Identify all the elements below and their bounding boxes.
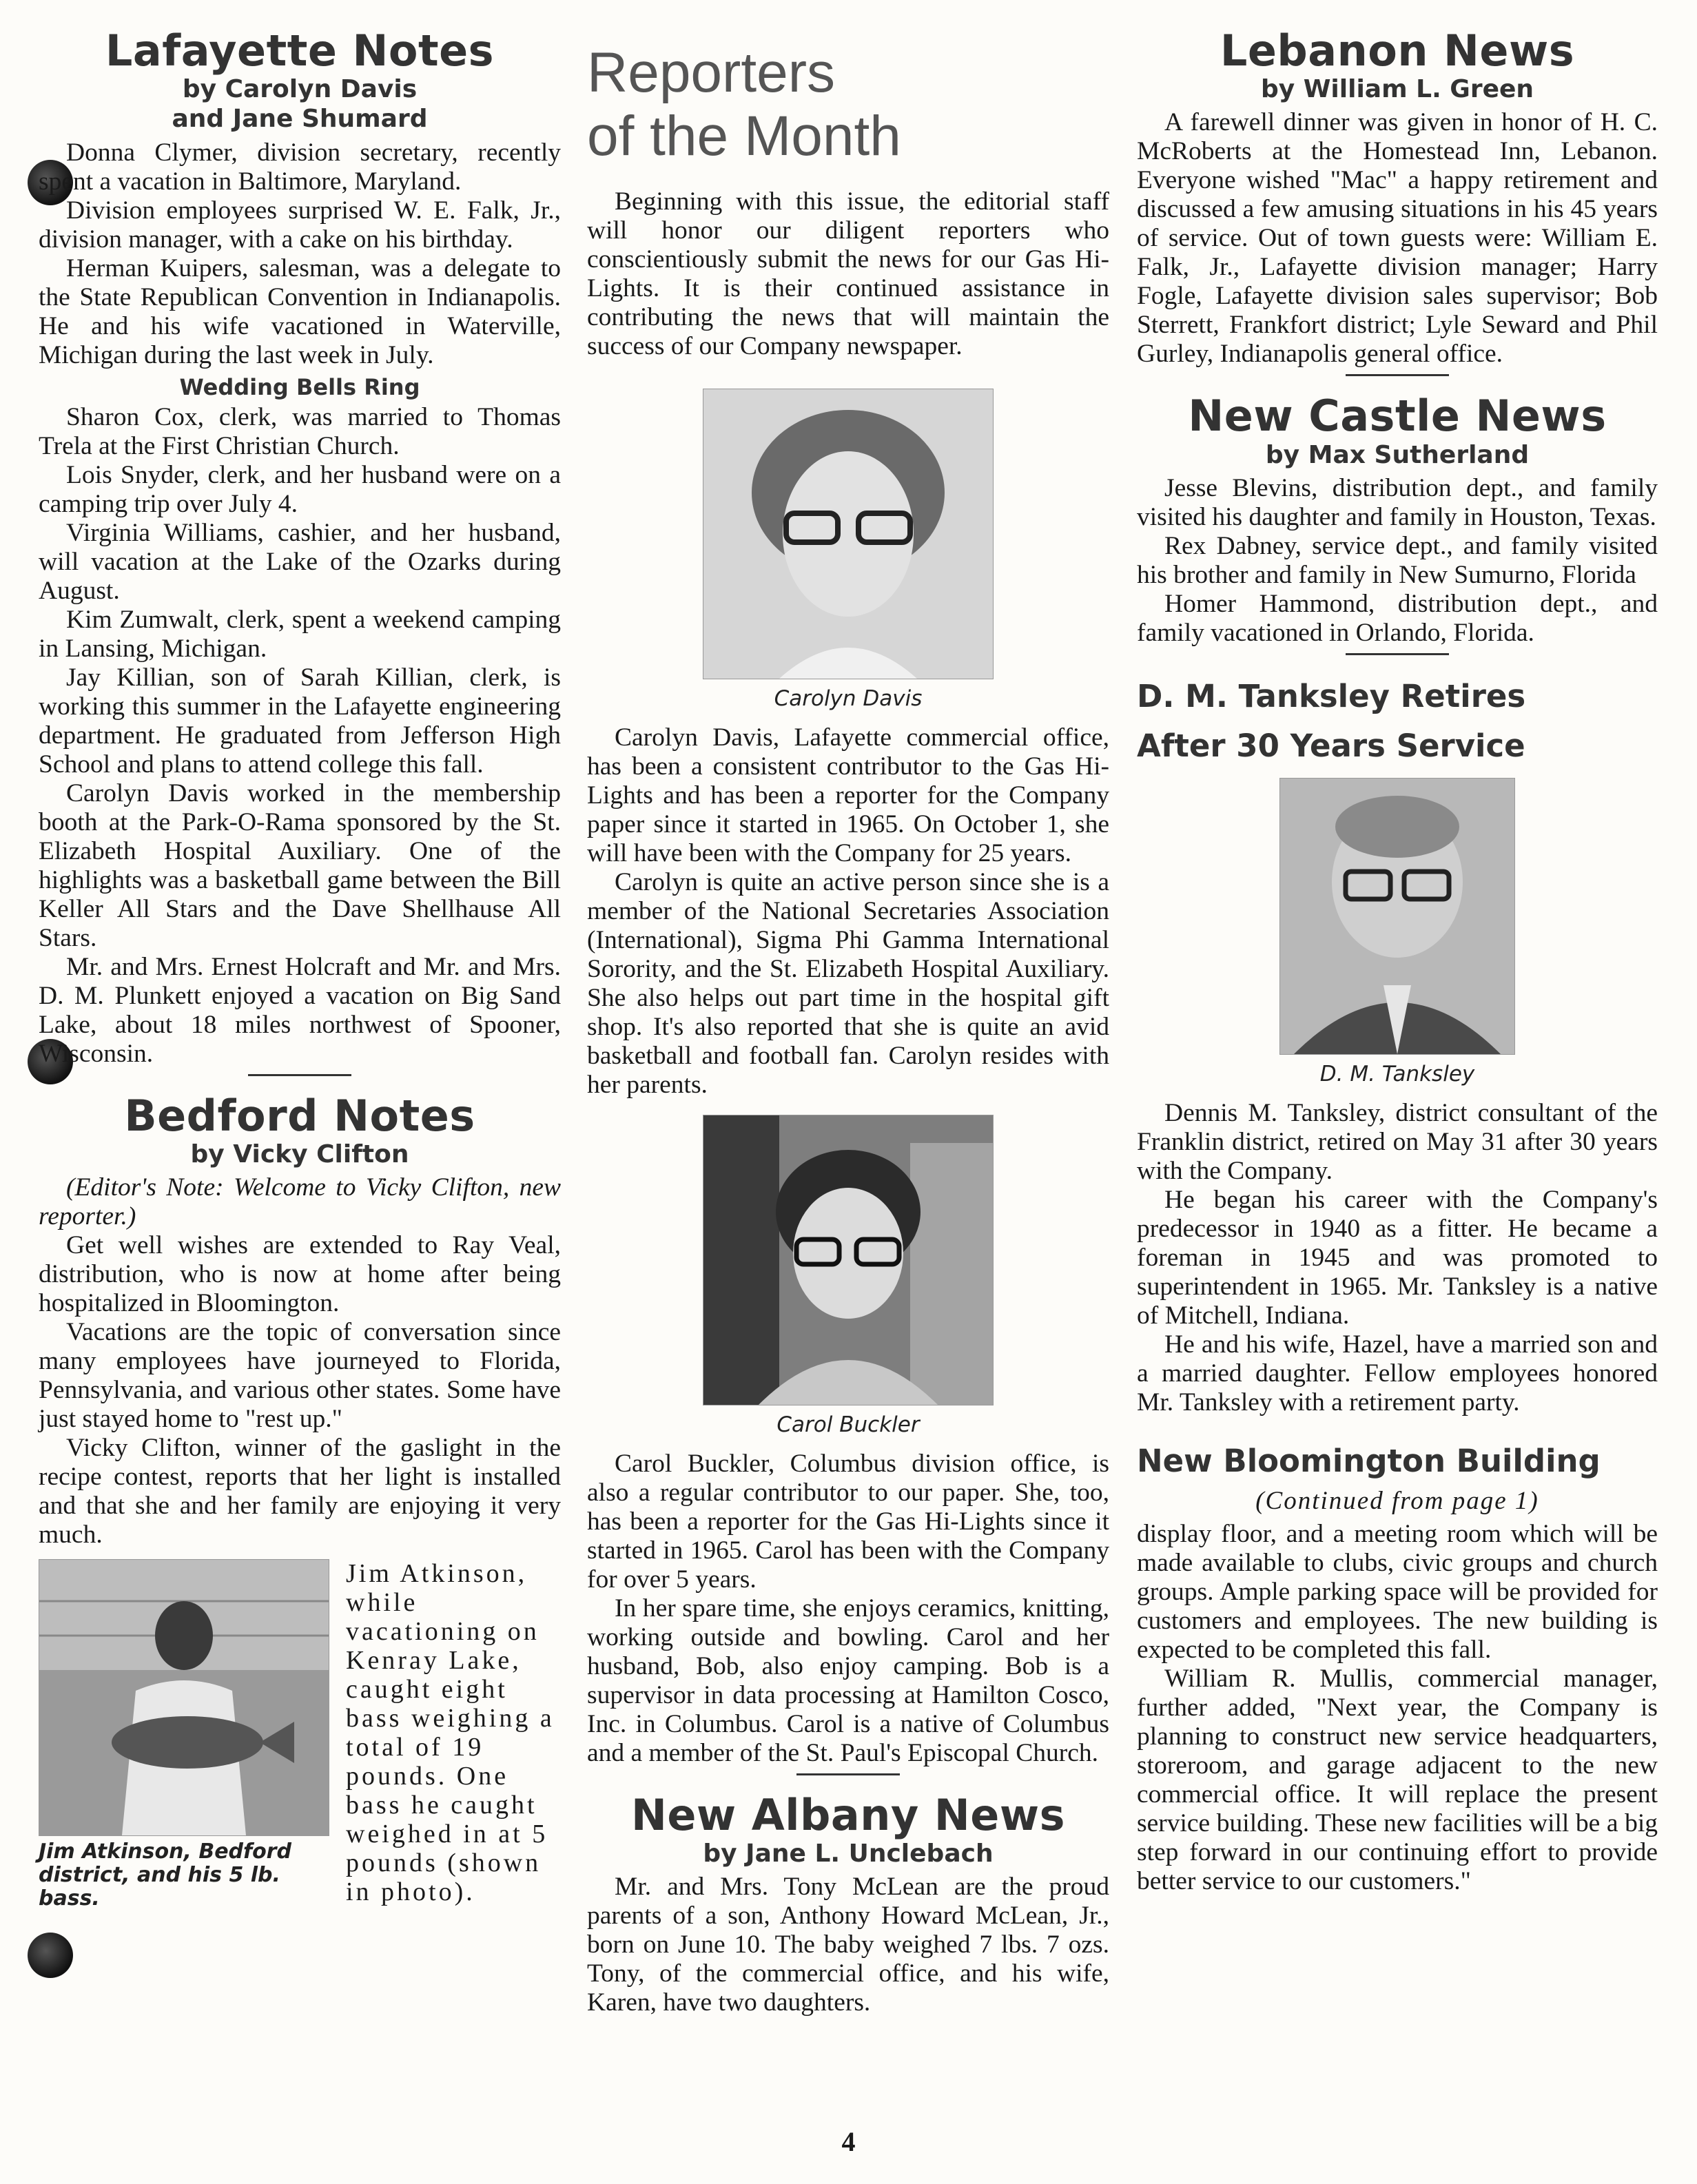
paragraph: William R. Mullis, commercial manager, further added, "Next year, the Company is planning to construct new service headquarters, storeroom, and garage adjacent to the new commercial office. It will replace the present service building. These new facilities will be a big step forward in our continuing effort to provide better service to our customers." [1137, 1664, 1658, 1895]
paragraph: Beginning with this issue, the editorial staff will honor our diligent reporters who conscientiously submit the news for our Gas Hi-Lights. It is their continued assistance in contributing the news that will maintain the success of our Company newspaper. [587, 187, 1109, 360]
atkinson-block [39, 1559, 561, 1910]
portrait-illustration [703, 1115, 993, 1405]
lebanon-byline: by William L. Green [1260, 75, 1534, 104]
paragraph: Homer Hammond, distribution dept., and family vacationed in Orlando, Florida. [1137, 589, 1658, 647]
paragraph: display floor, and a meeting room which will be made available to clubs, civic groups and church groups. Ample parking space will be provided for customers and employees. The new building is expected to be completed this fall. [1137, 1519, 1658, 1664]
paragraph: He and his wife, Hazel, have a married son and a married daughter. Fellow employees honored Mr. Tanksley with a retirement party. [1137, 1330, 1658, 1416]
column-left [39, 25, 561, 1910]
bedford-byline: by Vicky Clifton [190, 1140, 409, 1168]
page-number: 4 [841, 2126, 856, 2157]
paragraph: Jay Killian, son of Sarah Killian, clerk, is working this summer in the Lafayette engineering department. He graduated from Jefferson High School and plans to attend college this fall. [39, 663, 561, 779]
section-divider [1346, 374, 1449, 376]
atkinson-caption: Jim Atkinson, Bedford district, and his 5 lb. bass. [39, 1839, 291, 1910]
reporters-title: Reporters of the Month [587, 41, 901, 167]
column-right [1137, 25, 1658, 1896]
new-albany-byline: by Jane L. Unclebach [703, 1840, 994, 1868]
paragraph: Mr. and Mrs. Tony McLean are the proud parents of a son, Anthony Howard McLean, Jr., born on June 10. The baby weighed 7 lbs. 7 ozs. Tony, of the commercial office, and his wife, Karen, have two daughters. [587, 1873, 1109, 2017]
paragraph: Sharon Cox, clerk, was married to Thomas Trela at the First Christian Church. [39, 402, 561, 460]
paragraph: Division employees surprised W. E. Falk, Jr., division manager, with a cake on his birthday. [39, 196, 561, 254]
paragraph: Rex Dabney, service dept., and family visited his brother and family in New Sumurno, Florida [1137, 531, 1658, 589]
paragraph: A farewell dinner was given in honor of H. C. McRoberts at the Homestead Inn, Lebanon. Everyone wished "Mac" a happy retirement and discussed a few amusing situations in his 45 years of service. Out of town guests were: William E. Falk, Jr., Lafayette division manager; Harry Fogle, Lafayette division sales supervisor; Bob Sterrett, Frankfort district; Lyle Seward and Phil Gurley, Indianapolis general office. [1137, 108, 1658, 369]
paragraph: Get well wishes are extended to Ray Veal, distribution, who is now at home after being hospitalized in Bloomington. [39, 1230, 561, 1317]
tanksley-photo [1279, 778, 1515, 1055]
paragraph: Herman Kuipers, salesman, was a delegate to the State Republican Convention in Indianapolis. He and his wife vacationed in Waterville, Michigan during the last week in July. [39, 254, 561, 369]
paragraph: Lois Snyder, clerk, and her husband were on a camping trip over July 4. [39, 460, 561, 518]
atkinson-text: Jim Atkinson, while vacationing on Kenray Lake, caught eight bass weighing a total of 19 pounds. One bass he caught weighed in at 5 pounds (shown in photo). [346, 1558, 555, 1906]
portrait-illustration [703, 389, 993, 679]
paragraph: Donna Clymer, division secretary, recently spent a vacation in Baltimore, Maryland. [39, 138, 561, 196]
new-castle-title: New Castle News [1188, 391, 1607, 442]
fisherman-illustration [39, 1560, 329, 1835]
atkinson-figure [39, 1559, 328, 1910]
carol-buckler-caption: Carol Buckler [776, 1412, 920, 1437]
section-divider [796, 1773, 900, 1775]
paragraph: Carolyn is quite an active person since she is a member of the National Secretaries Association (International), Sigma Phi Gamma International Sorority, and the St. Elizabeth Hospital Auxiliary. She also helps out part time in the hospital gift shop. It's also reported that she is quite an avid basketball and football fan. Carolyn resides with her parents. [587, 868, 1109, 1099]
section-divider [1346, 653, 1449, 655]
punch-hole [28, 1933, 73, 1978]
section-divider [248, 1074, 351, 1076]
paragraph: Carolyn Davis worked in the membership booth at the Park-O-Rama sponsored by the St. Elizabeth Hospital Auxiliary. One of the highlights was a basketball game between the Bill Keller All Stars and the Dave Shellhause All Stars. [39, 779, 561, 952]
paragraph: In her spare time, she enjoys ceramics, knitting, working outside and bowling. Carol and her husband, Bob, also enjoy camping. Bob is a supervisor in data processing at Hamilton Cosco, Inc. in Columbus. Carol is a native of Columbus and a member of the St. Paul's Episcopal Church. [587, 1594, 1109, 1767]
paragraph: Kim Zumwalt, clerk, spent a weekend camping in Lansing, Michigan. [39, 605, 561, 663]
new-castle-byline: by Max Sutherland [1265, 440, 1530, 469]
paragraph: Carolyn Davis, Lafayette commercial office, has been a consistent contributor to the Gas Hi-Lights and has been a reporter for the Company paper since it started in 1965. On October 1, she will have been with the Company for 25 years. [587, 723, 1109, 867]
lafayette-byline: by Carolyn Davis and Jane Shumard [172, 75, 428, 134]
paragraph: Mr. and Mrs. Ernest Holcraft and Mr. and Mrs. D. M. Plunkett enjoyed a vacation on Big Sand Lake, about 18 miles northwest of Spooner, Wisconsin. [39, 952, 561, 1068]
tanksley-title: D. M. Tanksley Retires After 30 Years Service [1137, 677, 1526, 764]
bedford-title: Bedford Notes [124, 1090, 475, 1141]
wedding-subhead: Wedding Bells Ring [179, 373, 420, 400]
paragraph: Vacations are the topic of conversation since many employees have journeyed to Florida, Pennsylvania, and various other states. Some have just stayed home to "rest up." [39, 1317, 561, 1433]
new-albany-title: New Albany News [630, 1790, 1065, 1840]
carolyn-davis-photo [703, 389, 994, 679]
paragraph: Virginia Williams, cashier, and her husband, will vacation at the Lake of the Ozarks during August. [39, 518, 561, 605]
editor-note: (Editor's Note: Welcome to Vicky Clifton, new reporter.) [39, 1173, 561, 1230]
tanksley-caption: D. M. Tanksley [1319, 1061, 1475, 1086]
paragraph: Jesse Blevins, distribution dept., and family visited his daughter and family in Houston, Texas. [1137, 473, 1658, 531]
column-middle [587, 28, 1109, 2017]
paragraph: Vicky Clifton, winner of the gaslight in the recipe contest, reports that her light is installed and that she and her family are enjoying it very much. [39, 1433, 561, 1549]
lebanon-title: Lebanon News [1220, 25, 1575, 76]
lafayette-title: Lafayette Notes [105, 25, 495, 76]
bloomington-title: New Bloomington Building [1137, 1442, 1601, 1479]
carol-buckler-photo [703, 1115, 994, 1405]
paragraph: Dennis M. Tanksley, district consultant of the Franklin district, retired on May 31 after 30 years with the Company. [1137, 1098, 1658, 1185]
portrait-illustration [1280, 779, 1514, 1054]
continued-note: (Continued from page 1) [1255, 1486, 1539, 1515]
carolyn-davis-caption: Carolyn Davis [774, 686, 923, 711]
atkinson-photo [39, 1559, 329, 1836]
paragraph: He began his career with the Company's predecessor in 1940 as a fitter. He became a foreman in 1945 and was promoted to superintendent in 1965. Mr. Tanksley is a native of Mitchell, Indiana. [1137, 1185, 1658, 1330]
paragraph: Carol Buckler, Columbus division office, is also a regular contributor to our paper. She, too, has been a reporter for the Gas Hi-Lights since it started in 1965. Carol has been with the Company for over 5 years. [587, 1450, 1109, 1594]
